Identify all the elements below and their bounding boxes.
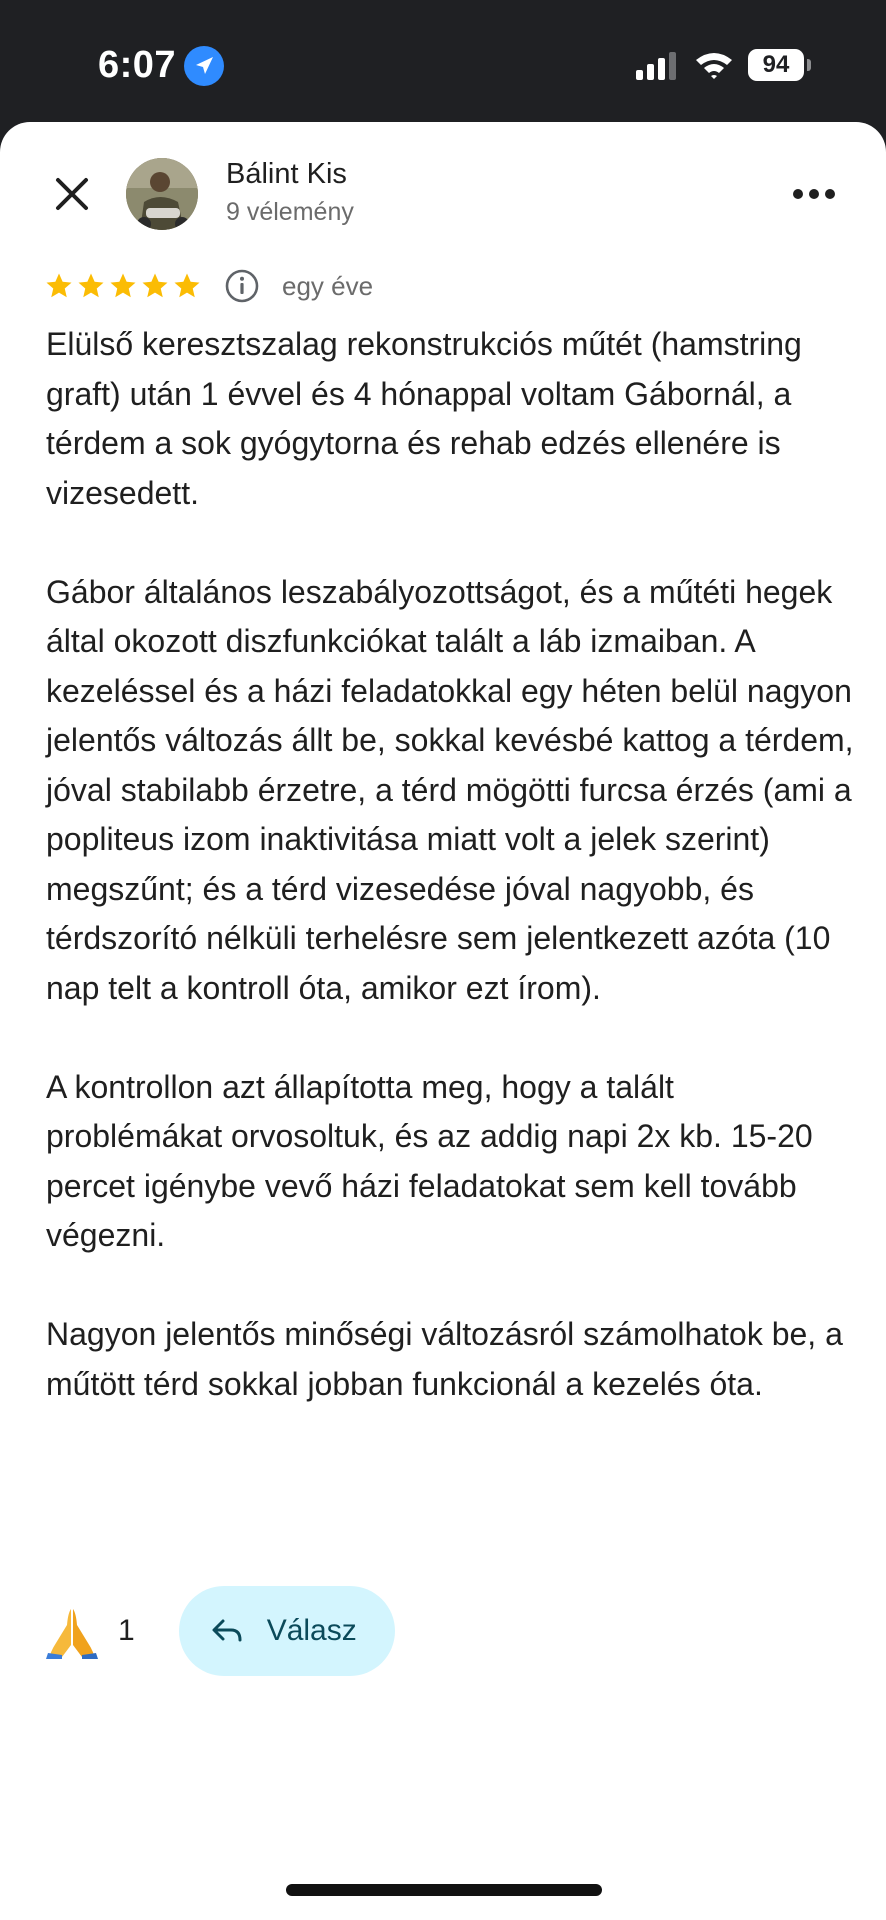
- avatar[interactable]: [126, 158, 198, 230]
- reply-arrow-icon: [209, 1613, 245, 1649]
- review-text: [46, 320, 854, 1459]
- review-paragraph: A kontrollon azt állapította meg, hogy a talált problémákat orvosoltuk, és az addig napi 2x kb. 15-20 percet igénybe vevő házi feladatokat sem kell tovább végezni.: [46, 1068, 813, 1253]
- author-review-count: 9 vélemény: [226, 198, 354, 226]
- more-options-icon: [790, 174, 838, 214]
- rating-row: [44, 264, 373, 308]
- review-paragraph: Gábor általános leszabályozottságot, és a műtéti hegek által okozott diszfunkciókat talált a láb izmaiban. A kezeléssel és a házi feladatokkal egy héten belül nagyon jelentős változás állt be, sokkal kevésbé kattog a térdem, jóval stabilabb érzetre, a térd mögötti furcsa érzés (ami a popliteus izom inaktivitása miatt volt a jelek szerint) megszűnt; és a térd vizesedése jóval nagyobb, és térdszorító nélküli terhelésre sem jelentkezett azóta (10 nap telt a kontroll óta, amikor ezt írom).: [46, 573, 854, 1006]
- wifi-icon: [694, 50, 734, 85]
- review-date: egy éve: [282, 270, 374, 301]
- review-sheet: [0, 122, 886, 1920]
- info-icon[interactable]: [224, 268, 260, 304]
- review-paragraph: Nagyon jelentős minőségi változásról számolhatok be, a műtött térd sokkal jobban funkcionál a kezelés óta.: [46, 1316, 843, 1402]
- star-icon: [172, 271, 202, 301]
- more-options-button[interactable]: [790, 174, 838, 214]
- star-icon: [76, 271, 106, 301]
- reply-button[interactable]: [179, 1586, 395, 1676]
- battery-icon: 94: [748, 49, 804, 81]
- star-icon: [140, 271, 170, 301]
- close-button[interactable]: [48, 170, 96, 218]
- reply-button-label: Válasz: [266, 1614, 357, 1647]
- reaction-row: [44, 1586, 395, 1676]
- review-paragraph: Elülső keresztszalag rekonstrukciós műtét (hamstring graft) után 1 évvel és 4 hónappal voltam Gábornál, a térdem a sok gyógytorna és rehab edzés ellenére is vizesedett.: [46, 326, 802, 511]
- cellular-signal-icon: [636, 52, 678, 85]
- star-icon: [44, 271, 74, 301]
- home-indicator[interactable]: [286, 1884, 602, 1896]
- location-arrow-icon: [184, 46, 224, 86]
- author-name[interactable]: Bálint Kis: [226, 158, 347, 190]
- battery-tip: [807, 59, 811, 71]
- status-bar: [0, 0, 886, 122]
- star-icon: [108, 271, 138, 301]
- folded-hands-icon[interactable]: [44, 1603, 100, 1659]
- close-icon: [48, 170, 96, 218]
- status-time: 6:07: [98, 44, 177, 86]
- star-rating: [44, 271, 202, 301]
- reaction-count: 1: [118, 1614, 135, 1647]
